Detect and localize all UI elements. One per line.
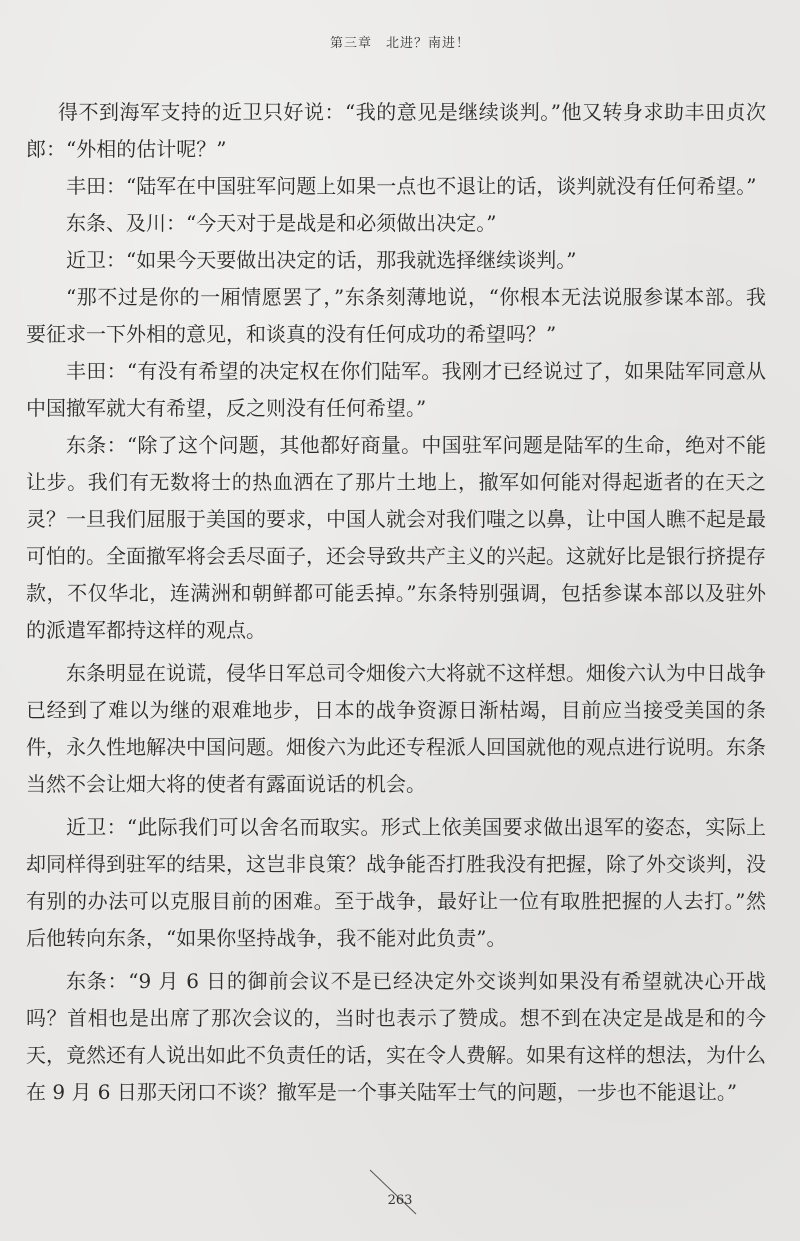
paragraph-4: 近卫：“如果今天要做出决定的话，那我就选择继续谈判。”	[66, 248, 577, 272]
paragraph-2: 丰田：“陆军在中国驻军问题上如果一点也不退让的话，谈判就没有任何希望。”	[66, 174, 757, 198]
running-header: 第三章 北进？南进！	[329, 36, 470, 51]
paragraph-9: 近卫：“此际我们可以舍名而取实。形式上依美国要求做出退军的姿态，实际上却同样得到驻军的结果，这岂非良策？战争能否打胜我没有把握，除了外交谈判，没有别的办法可以克服目前的困难。至于战争，最好让一位有取胜把握的人去打。”然后他转向东条，“如果你坚持战争，我不能对此负责”。	[26, 815, 766, 950]
paragraph-5: “那不过是你的一厢情愿罢了，”东条刻薄地说，“你根本无法说服参谋本部。我要征求一下外相的意见，和谈真的没有任何成功的希望吗？”	[26, 285, 766, 346]
paragraph-3: 东条、及川：“今天对于是战是和必须做出决定。”	[66, 211, 497, 235]
paragraph-6: 丰田：“有没有希望的决定权在你们陆军。我刚才已经说过了，如果陆军同意从中国撤军就大有希望，反之则没有任何希望。”	[26, 359, 766, 420]
body-text	[26, 94, 766, 1111]
page-number: 263	[387, 1193, 413, 1208]
paragraph-10: 东条：“9 月 6 日的御前会议不是已经决定外交谈判如果没有希望就决心开战吗？首相也是出席了那次会议的，当时也表示了赞成。想不到在决定是战是和的今天，竟然还有人说出如此不负责任的话，实在令人费解。如果有这样的想法，为什么在 9 月 6 日那天闭口不谈？撤军是一个事关陆军士气的问题，一步也不能退让。”	[26, 969, 766, 1104]
paragraph-8: 东条明显在说谎，侵华日军总司令畑俊六大将就不这样想。畑俊六认为中日战争已经到了难以为继的艰难地步，日本的战争资源日渐枯竭，目前应当接受美国的条件，永久性地解决中国问题。畑俊六为此还专程派人回国就他的观点进行说明。东条当然不会让畑大将的使者有露面说话的机会。	[26, 661, 766, 796]
folio-decoration	[368, 1168, 418, 1216]
paragraph-7: 东条：“除了这个问题，其他都好商量。中国驻军问题是陆军的生命，绝对不能让步。我们有无数将士的热血洒在了那片土地上，撤军如何能对得起逝者的在天之灵？一旦我们屈服于美国的要求，中国人就会对我们嗤之以鼻，让中国人瞧不起是最可怕的。全面撤军将会丢尽面子，还会导致共产主义的兴起。这就好比是银行挤提存款，不仅华北，连满洲和朝鲜都可能丢掉。”东条特别强调，包括参谋本部以及驻外的派遣军都持这样的观点。	[26, 433, 766, 642]
paragraph-1: 得不到海军支持的近卫只好说：“我的意见是继续谈判。”他又转身求助丰田贞次郎：“外相的估计呢？”	[26, 100, 766, 161]
